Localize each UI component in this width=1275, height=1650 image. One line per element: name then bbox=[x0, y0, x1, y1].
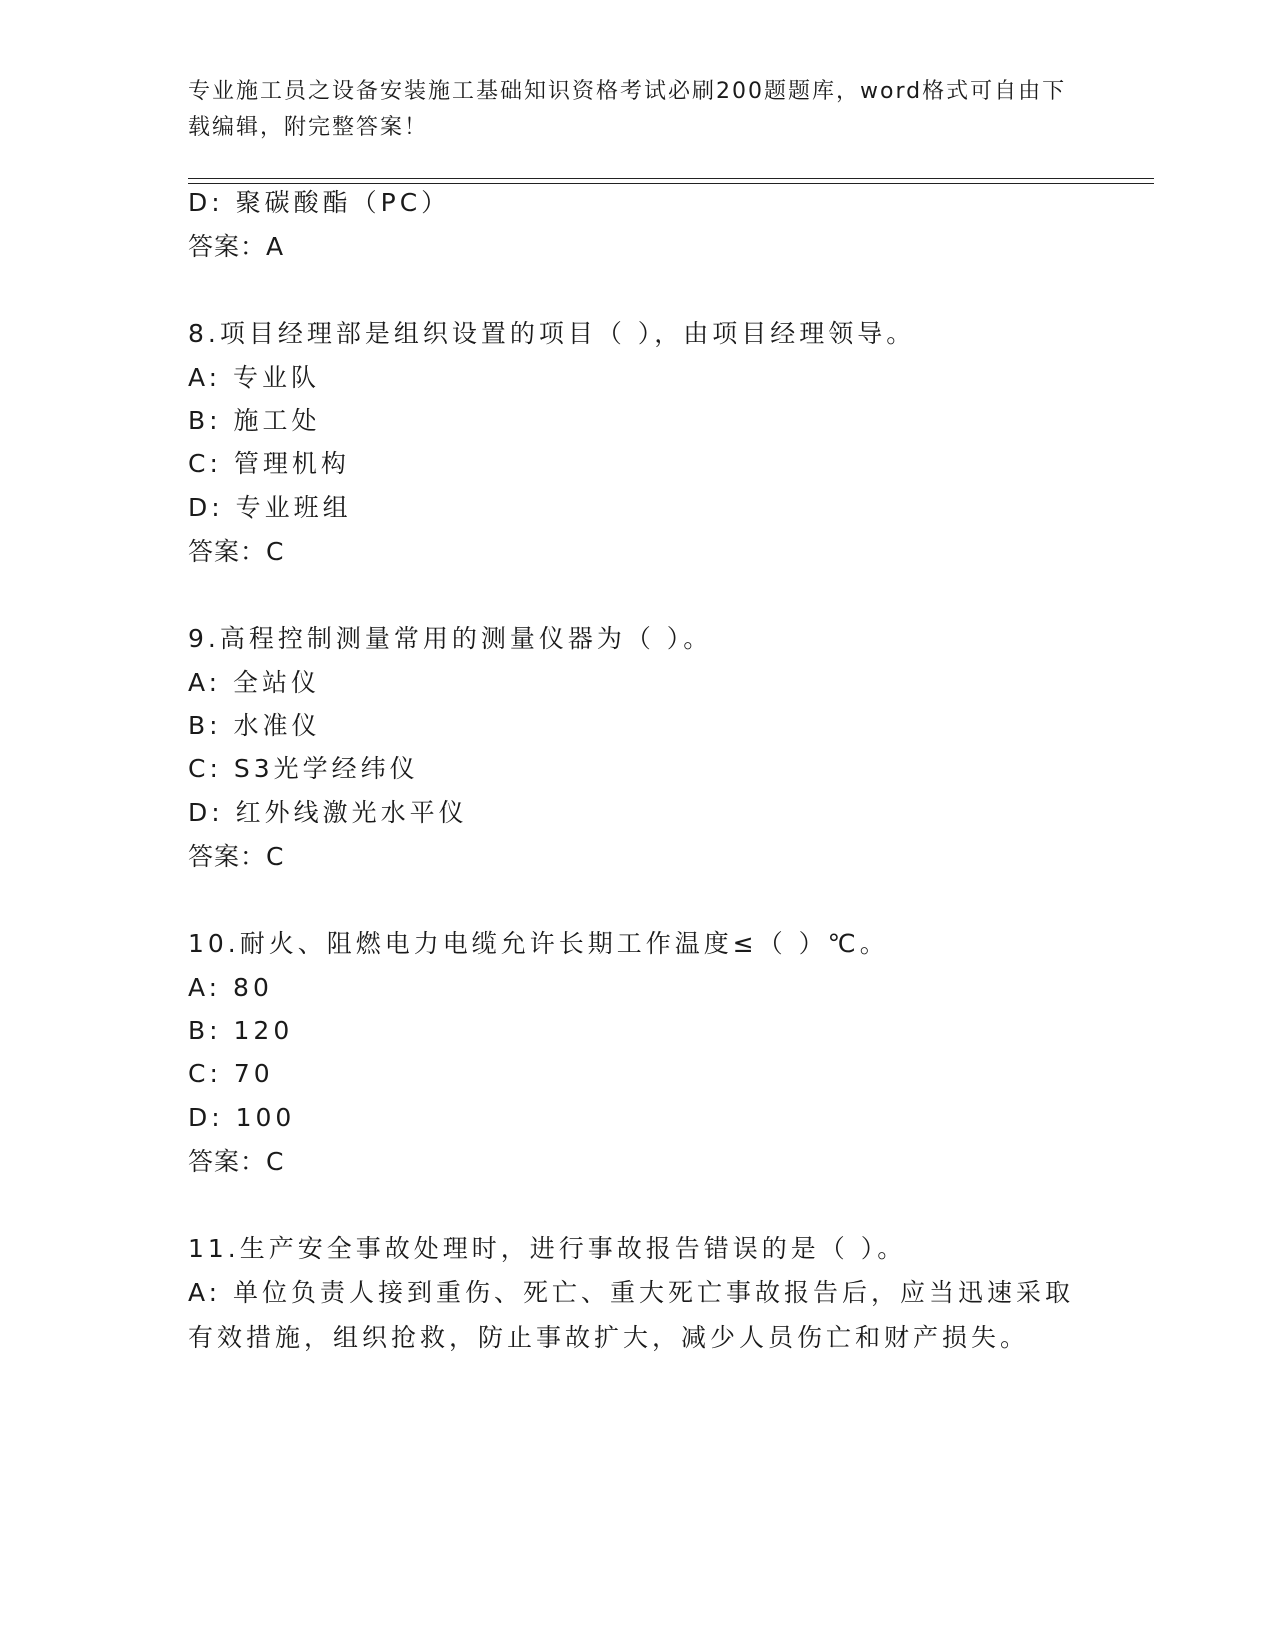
q10-option-a: A: 80 bbox=[188, 973, 273, 1002]
q10-question: 10.耐火、阻燃电力电缆允许长期工作温度≤（ ）℃。 bbox=[188, 929, 889, 958]
q8-option-a: A: 专业队 bbox=[188, 363, 321, 392]
q9-option-d: D: 红外线激光水平仪 bbox=[188, 798, 468, 827]
q7-option-d: D: 聚碳酸酯（PC） bbox=[188, 188, 451, 217]
header-divider bbox=[188, 178, 1154, 184]
q9-question: 9.高程控制测量常用的测量仪器为（ ）。 bbox=[188, 624, 713, 653]
q11-option-a: A: 单位负责人接到重伤、死亡、重大死亡事故报告后，应当迅速采取有效措施，组织抢救，防止事故扩大，减少人员伤亡和财产损失。 bbox=[188, 1278, 1075, 1352]
q9-option-b: B: 水准仪 bbox=[188, 711, 321, 740]
q10-option-d: D: 100 bbox=[188, 1103, 296, 1132]
q8-option-c: C: 管理机构 bbox=[188, 449, 350, 478]
q9-option-a: A: 全站仪 bbox=[188, 668, 321, 697]
q9-answer: 答案：C bbox=[188, 842, 285, 871]
q8-option-b: B: 施工处 bbox=[188, 406, 321, 435]
q9-option-c: C: S3光学经纬仪 bbox=[188, 754, 419, 783]
q10-option-c: C: 70 bbox=[188, 1059, 274, 1088]
document-header: 专业施工员之设备安装施工基础知识资格考试必刷200题题库，word格式可自由下载编辑，附完整答案！ bbox=[188, 79, 1067, 140]
q7-answer: 答案：A bbox=[188, 232, 285, 261]
q8-option-d: D: 专业班组 bbox=[188, 493, 352, 522]
q8-question: 8.项目经理部是组织设置的项目（ ），由项目经理领导。 bbox=[188, 319, 916, 348]
q8-answer: 答案：C bbox=[188, 537, 285, 566]
q11-question: 11.生产安全事故处理时，进行事故报告错误的是（ ）。 bbox=[188, 1234, 907, 1263]
q10-option-b: B: 120 bbox=[188, 1016, 294, 1045]
q10-answer: 答案：C bbox=[188, 1147, 285, 1176]
